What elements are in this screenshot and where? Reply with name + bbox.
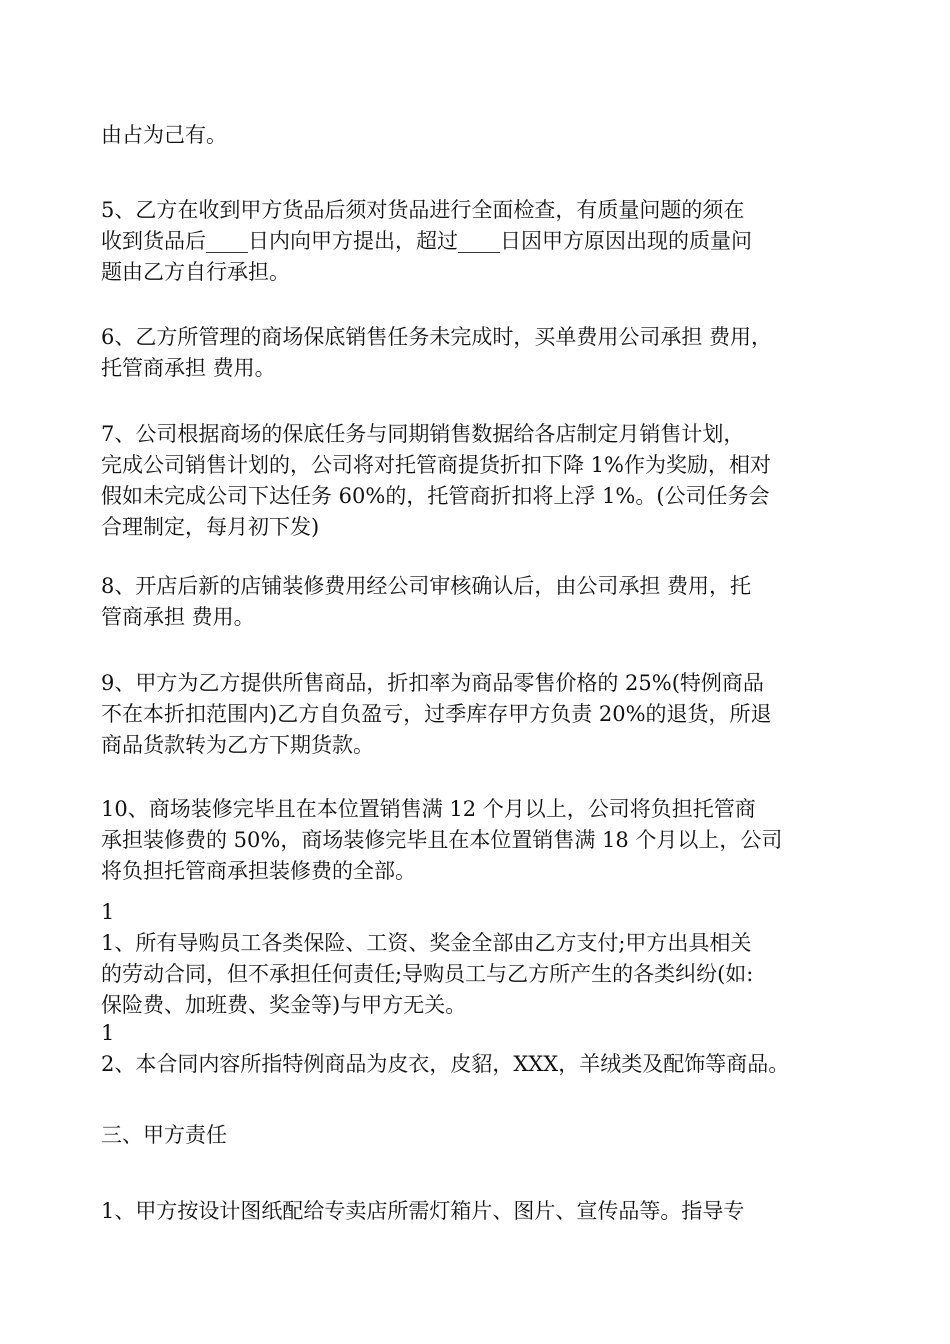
clause-5: 5、乙方在收到甲方货品后须对货品进行全面检查，有质量问题的须在 收到货品后____日内向甲方提出，超过____日因甲方原因出现的质量问 题由乙方自行承担。 — [101, 198, 752, 284]
paragraph-continuation: 由占为己有。 — [101, 123, 227, 147]
clause-9: 9、甲方为乙方提供所售商品，折扣率为商品零售价格的 25%(特例商品 不在本折扣范围内)乙方自负盈亏，过季库存甲方负责 20%的退货，所退 商品货款转为乙方下期货款。 — [101, 671, 772, 757]
section3-clause-1: 1、甲方按设计图纸配给专卖店所需灯箱片、图片、宣传品等。指导专 — [101, 1199, 745, 1223]
clause-10: 10、商场装修完毕且在本位置销售满 12 个月以上，公司将负担托管商 承担装修费的 50%，商场装修完毕且在本位置销售满 18 个月以上，公司 将负担托管商承担装修费的全部。 — [101, 797, 783, 883]
clause-12: 1 2、本合同内容所指特例商品为皮衣，皮貂，XXX，羊绒类及配饰等商品。 — [101, 1021, 790, 1076]
clause-11: 1 1、所有导购员工各类保险、工资、奖金全部由乙方支付;甲方出具相关 的劳动合同，但不承担任何责任;导购员工与乙方所产生的各类纠纷(如: 保险费、加班费、奖金等)与甲方无关。 — [101, 900, 754, 1017]
clause-8: 8、开店后新的店铺装修费用经公司审核确认后，由公司承担 费用，托 管商承担 费用。 — [101, 574, 752, 629]
clause-6: 6、乙方所管理的商场保底销售任务未完成时，买单费用公司承担 费用， 托管商承担 费用。 — [101, 325, 773, 380]
section-heading-party-a-responsibility: 三、甲方责任 — [101, 1123, 227, 1147]
clause-7: 7、公司根据商场的保底任务与同期销售数据给各店制定月销售计划， 完成公司销售计划的，公司将对托管商提货折扣下降 1%作为奖励，相对 假如未完成公司下达任务 60%的，托管商折扣将上浮 1%。(公司任务会 合理制定，每月初下发) — [101, 422, 771, 539]
